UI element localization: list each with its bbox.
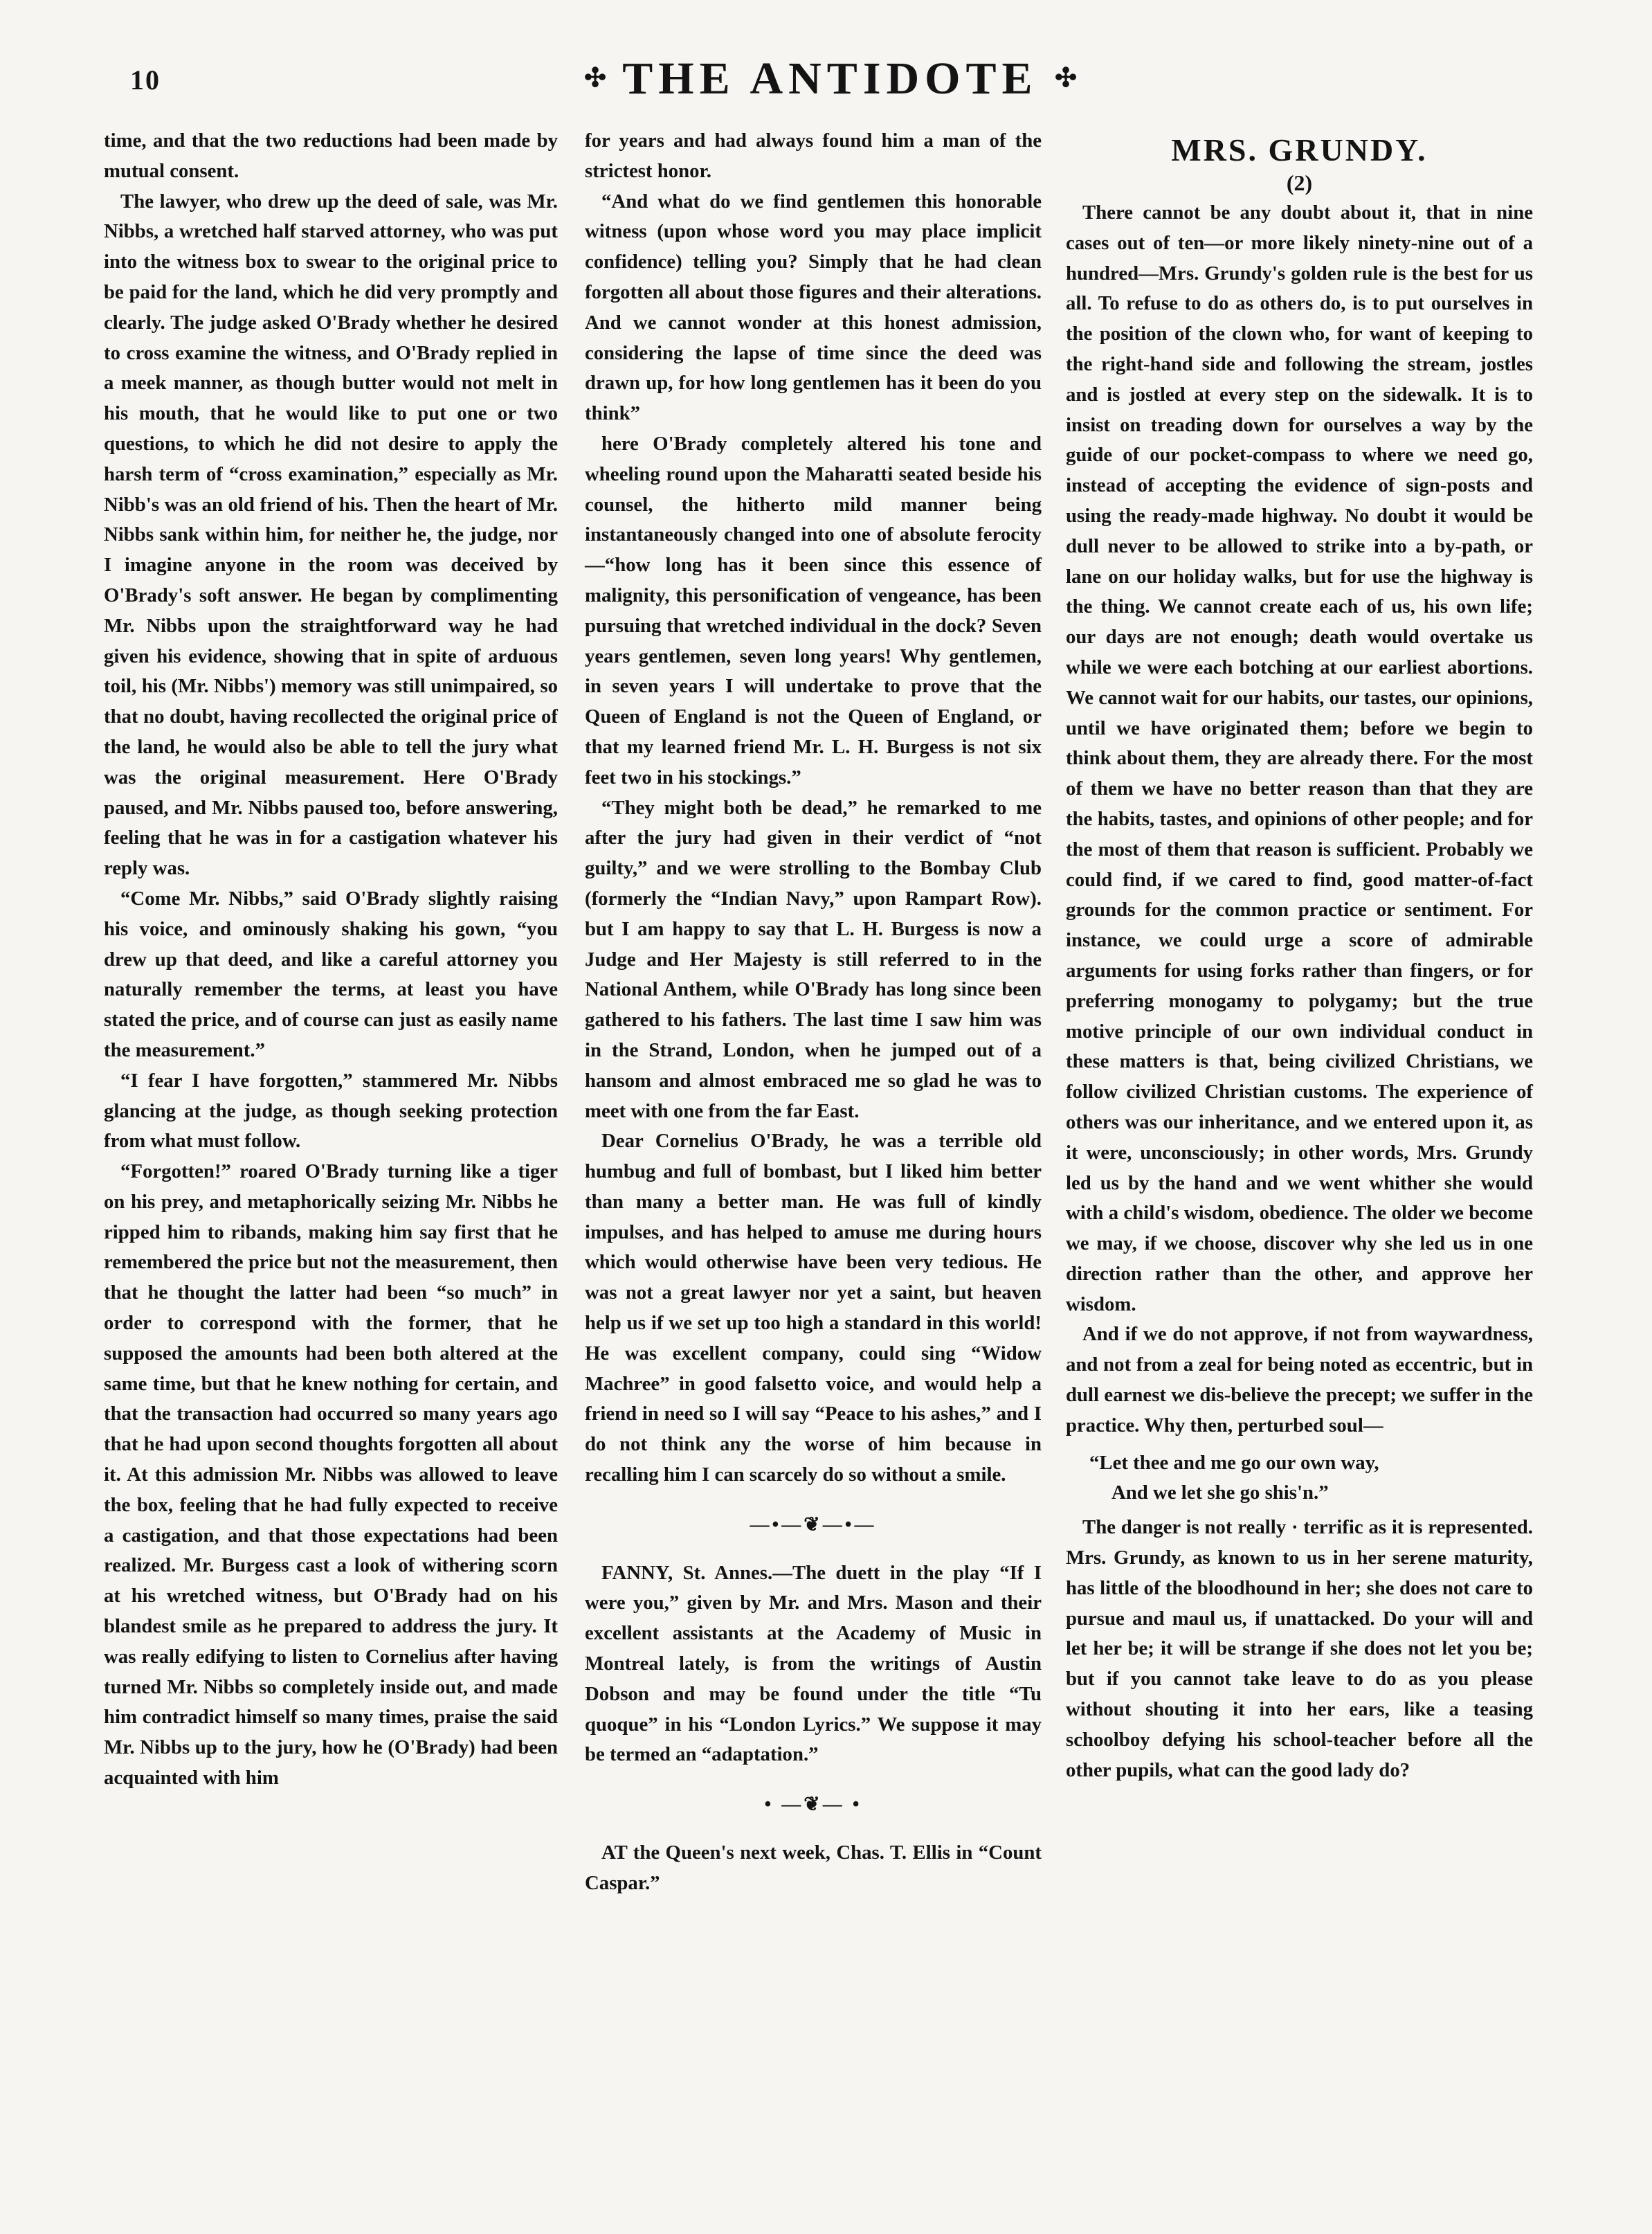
paragraph: “I fear I have forgotten,” stammered Mr. Nibbs glancing at the judge, as though seeking protection from what must follow. <box>104 1069 558 1153</box>
ornament-right-icon: ✣ <box>1055 64 1077 93</box>
paragraph: And if we do not approve, if not from waywardness, and not from a zeal for being noted as eccentric, but in dull earnest we dis-believe the precept; we suffer in the practice. Why then, perturbed soul— <box>1066 1323 1533 1436</box>
column-middle <box>585 126 1042 1899</box>
page-number: 10 <box>130 64 161 96</box>
ornamental-divider: • —❦— • <box>764 1794 862 1816</box>
verse-line: And we let she go shis'n.” <box>1111 1481 1329 1504</box>
verse-quote <box>1066 1448 1533 1509</box>
ornamental-divider: —•—❦—•— <box>750 1513 877 1535</box>
paragraph: time, and that the two reductions had been made by mutual consent. <box>104 129 558 182</box>
ornament-left-icon: ✣ <box>584 64 606 93</box>
masthead-title: THE ANTIDOTE <box>622 53 1038 104</box>
article-number: (2) <box>1286 170 1313 195</box>
queens-notice: AT the Queen's next week, Chas. T. Ellis in “Count Caspar.” <box>585 1841 1042 1894</box>
paragraph: Dear Cornelius O'Brady, he was a terrible old humbug and full of bombast, but I liked him better than many a better man. He was full of kindly impulses, and has helped to amuse me during hours which would otherwise have been very tedious. He was not a great lawyer nor yet a saint, but heaven help us if we set up too high a standard in this world! He was excellent company, could sing “Widow Machree” in good falsetto voice, and would help a friend in need so I will say “Peace to his ashes,” and I do not think any the worse of him because in recalling him I can scarcely do so without a smile. <box>585 1130 1042 1486</box>
paragraph: There cannot be any doubt about it, that in nine cases out of ten—or more likely ninety-nine out of a hundred—Mrs. Grundy's golden rule is the best for us all. To refuse to do as others do, is to put ourselves in the position of the clown who, for want of keeping to the right-hand side and following the stream, jostles and is jostled at every step on the sidewalk. It is to insist on treading down for ourselves a way by the guide of our pocket-compass to where we need go, instead of accepting the evidence of sign-posts and using the ready-made highway. No doubt it would be dull never to be allowed to strike into a by-path, or lane on our holiday walks, but for use the highway is the thing. We cannot create each of us, his own life; our days are not enough; death would overtake us while we were each botching at our earliest abortions. We cannot wait for our habits, our tastes, our opinions, until we have originated them; before we begin to think about them, they are already there. For the most of them we have no better reason than that they are the habits, tastes, and opinions of other people; and for the most of them that reason is sufficient. Probably we could find, if we cared to find, good matter-of-fact grounds for the common practice or sentiment. For instance, we could urge a score of admirable arguments for using forks rather than fingers, or for preferring monogamy to polygamy; but the true motive principle of our own individual conduct in these matters is that, being civilized Christians, we follow civilized Christian customs. The experience of others was our inheritance, and we entered upon it, as it were, unconsciously; in other words, Mrs. Grundy led us by the hand and we went whither she would with a child's wisdom, obedience. The older we become we may, if we choose, discover why she led us in one direction rather than the other, and approve her wisdom. <box>1066 201 1533 1315</box>
paragraph: “Come Mr. Nibbs,” said O'Brady slightly raising his voice, and ominously shaking his gown, “you drew up that deed, and like a careful attorney you naturally remember the terms, at least you have stated the price, and of course can just as easily name the measurement.” <box>104 887 558 1061</box>
masthead <box>540 53 1121 105</box>
paragraph: for years and had always found him a man of the strictest honor. <box>585 129 1042 182</box>
paragraph: “Forgotten!” roared O'Brady turning like a tiger on his prey, and metaphorically seizing Mr. Nibbs he ripped him to ribands, making him say first that he remembered the price but not the measurement, then that he thought the latter had been “so much” in order to correspond with the former, that he supposed the amounts had been both altered at the same time, but that he knew nothing for certain, and that the transaction had occurred so many years ago that he had upon second thoughts forgotten all about it. At this admission Mr. Nibbs was allowed to leave the box, feeling that he had fully expected to receive a castigation, and that those expectations had been realized. Mr. Burgess cast a look of withering scorn at his wretched witness, but O'Brady had on his blandest smile as he prepared to address the jury. It was really edifying to listen to Cornelius after having turned Mr. Nibbs so completely inside out, and made him contradict himself so many times, praise the said Mr. Nibbs up to the jury, how he (O'Brady) had been acquainted with him <box>104 1160 558 1790</box>
paragraph: The danger is not really · terrific as it is represented. Mrs. Grundy, as known to us in her serene maturity, has little of the bloodhound in her; she does not care to pursue and maul us, if unattacked. Do your will and let her be; it will be strange if she does not let you be; but if you cannot take leave to do as you please without shouting it into her ears, like a teasing schoolboy defying his school-teacher before all the other pupils, what can the good lady do? <box>1066 1516 1533 1781</box>
paragraph: here O'Brady completely altered his tone and wheeling round upon the Maharatti seated beside his counsel, the hitherto mild manner being instantaneously changed into one of absolute ferocity—“how long has it been since this essence of malignity, this personification of vengeance, has been pursuing that wretched individual in the dock? Seven years gentlemen, seven long years! Why gentlemen, in seven years I will undertake to prove that the Queen of England is not the Queen of England, or that my learned friend Mr. L. H. Burgess is not six feet two in his stockings.” <box>585 432 1042 789</box>
fanny-notice: FANNY, St. Annes.—The duett in the play “If I were you,” given by Mr. and Mrs. Mason and their excellent assistants at the Academy of Music in Montreal lately, is from the writings of Austin Dobson and may be found under the title “Tu quoque” in his “London Lyrics.” We suppose it may be termed an “adaptation.” <box>585 1561 1042 1766</box>
paragraph: “They might both be dead,” he remarked to me after the jury had given in their verdict of “not guilty,” and we were strolling to the Bombay Club (formerly the “Indian Navy,” upon Rampart Row). but I am happy to say that L. H. Burgess is now a Judge and Her Majesty is still referred to in the National Anthem, while O'Brady has long since been gathered to his fathers. The last time I saw him was in the Strand, London, when he jumped out of a hansom and almost embraced me so glad he was to meet with one from the far East. <box>585 796 1042 1122</box>
article-title: MRS. GRUNDY. <box>1171 132 1428 168</box>
column-right <box>1066 126 1533 1785</box>
paragraph: The lawyer, who drew up the deed of sale, was Mr. Nibbs, a wretched half starved attorney, who was put into the witness box to swear to the original price to be paid for the land, which he did very promptly and clearly. The judge asked O'Brady whether he desired to cross examine the witness, and O'Brady replied in a meek manner, as though butter would not melt in his mouth, that he would like to put one or two questions, to which he did not desire to apply the harsh term of “cross examination,” especially as Mr. Nibb's was an old friend of his. Then the heart of Mr. Nibbs sank within him, for neither he, the judge, nor I imagine anyone in the room was deceived by O'Brady's soft answer. He began by complimenting Mr. Nibbs upon the straightforward way he had given his evidence, showing that in spite of arduous toil, his (Mr. Nibbs') memory was still unimpaired, so that no doubt, having recollected the original price of the land, he would also be able to tell the jury what was the original measurement. Here O'Brady paused, and Mr. Nibbs paused too, before answering, feeling that he was in for a castigation whatever his reply was. <box>104 190 558 880</box>
paragraph: “And what do we find gentlemen this honorable witness (upon whose word you may place implicit confidence) telling you? Simply that he had clean forgotten all about those figures and their alterations. And we cannot wonder at this honest admission, considering the lapse of time since the deed was drawn up, for how long gentlemen has it been do you think” <box>585 190 1042 425</box>
verse-line: “Let thee and me go our own way, <box>1089 1451 1379 1474</box>
column-left <box>104 126 558 1794</box>
